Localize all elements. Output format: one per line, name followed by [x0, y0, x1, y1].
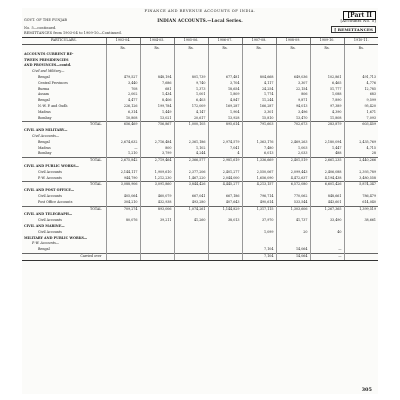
table-cell: 11,244 [242, 98, 276, 104]
table-cell: 166,287 [242, 104, 276, 110]
table-cell: 2,180,094 [310, 140, 344, 146]
table-cell: 40 [310, 230, 344, 236]
remittance-table [22, 37, 378, 261]
row-label: Bengal [38, 139, 50, 144]
table-cell: 848,194 [140, 75, 174, 81]
table-cell: 226,126 [106, 104, 140, 110]
page-title: FINANCE AND REVENUE ACCOUNTS OF INDIA. [144, 9, 256, 13]
table-cell: 6,465 [310, 81, 344, 87]
table-cell: 677,481 [208, 75, 242, 81]
table-cell: 15,810 [242, 116, 276, 122]
table-cell: 5,874,347 [344, 182, 378, 188]
table-cell: 895,614 [208, 122, 242, 128]
table-cell: 2,401,277 [208, 170, 242, 176]
column-header: 1910-11. [344, 38, 378, 44]
section-label: [ REMITTANCES [331, 26, 376, 33]
row-label: Bengal [38, 247, 50, 252]
table-cell: 683 [344, 92, 378, 98]
table-cell: 2,366,577 [174, 158, 208, 164]
table-cell: 13,021 [140, 116, 174, 122]
table-cell: 1,467,220 [174, 176, 208, 182]
table-cell: 614,040 [344, 200, 378, 206]
table-cell [106, 253, 140, 259]
table-cell: 681 [140, 87, 174, 93]
table-cell: 7,041 [208, 146, 242, 152]
row-label: CIVIL AND POST OFFICE— [24, 188, 75, 193]
table-cell: 479,527 [106, 75, 140, 81]
table-cell: 7,093 [344, 116, 378, 122]
row-label: Bombay [38, 115, 52, 120]
table-cell: 1,399,519 [344, 206, 378, 212]
unit-label: Rs. [174, 44, 208, 52]
table-cell: 20,617 [174, 116, 208, 122]
table-cell: 490,614 [242, 200, 276, 206]
table-cell: 3,440 [106, 81, 140, 87]
table-cell: 7,890 [310, 98, 344, 104]
table-cell: 460,079 [140, 194, 174, 200]
unit-label: Rs. [344, 44, 378, 52]
table-cell: 172,009 [174, 104, 208, 110]
table-cell: 4,472,637 [276, 176, 310, 182]
table-cell: 7,480 [242, 146, 276, 152]
table-cell: 1,904 [208, 110, 242, 116]
table-cell: 1,449 [140, 110, 174, 116]
table-cell: 1,447 [310, 146, 344, 152]
table-cell: 80,076 [106, 218, 140, 224]
table-cell: 800 [140, 146, 174, 152]
table-cell: 3,799 [140, 151, 174, 157]
table-cell: 4,244 [174, 151, 208, 157]
table-cell: 41,737 [276, 218, 310, 224]
table-cell: 33,490 [310, 218, 344, 224]
table-cell: 20 [276, 230, 310, 236]
table-cell: 1,363,176 [242, 140, 276, 146]
table-cell: 491,713 [344, 75, 378, 81]
unit-label: Rs. [208, 44, 242, 52]
table-cell: 2,401,519 [276, 158, 310, 164]
table-cell: 18,654 [208, 87, 242, 93]
table-cell: 2,044,000 [208, 176, 242, 182]
table-cell: 2,406,088 [310, 170, 344, 176]
table-cell: 1,317,115 [242, 206, 276, 212]
table-cell: 1,909,610 [140, 170, 174, 176]
period-label: REMITTANCES from 1903-04 to 1909-10—Continued. [24, 31, 122, 35]
table-cell: 199,784 [140, 104, 174, 110]
row-label: Madras [38, 145, 51, 150]
table-cell: 2,393,789 [344, 170, 378, 176]
table-cell: 1,336,669 [242, 158, 276, 164]
table-cell: 14,064 [276, 253, 310, 259]
row-label: ACCOUNTS CURRENT BE- [24, 51, 74, 56]
unit-label: Rs. [140, 44, 174, 52]
table-cell: 4,194,438 [310, 176, 344, 182]
page-number: 305 [361, 387, 372, 393]
table-cell: 432,938 [140, 200, 174, 206]
unit-label: Rs. [310, 44, 344, 52]
table-cell: 6,013 [242, 151, 276, 157]
row-label: Civil Accounts [38, 169, 62, 174]
table-cell [174, 253, 208, 259]
table-cell: 2,469,263 [276, 140, 310, 146]
column-header: 1909-10. [310, 38, 344, 44]
table-cell: 1,809 [208, 92, 242, 98]
table-cell: 13,470 [276, 116, 310, 122]
province-label: GOVT. OF THE PUNJAB [24, 18, 68, 22]
table-cell: 804,668 [242, 75, 276, 81]
table-cell: 7,104 [242, 247, 276, 253]
row-label: Assam [38, 92, 49, 97]
table-cell: 2,661,235 [310, 158, 344, 164]
table-cell: 2,550,067 [242, 170, 276, 176]
table-cell: 1,000,105 [174, 122, 208, 128]
table-cell: 6,572,080 [276, 182, 310, 188]
table-cell: 2,033 [276, 151, 310, 157]
table-cell: 3,088,906 [106, 182, 140, 188]
total-row [22, 253, 378, 259]
ledger-page [22, 8, 378, 394]
row-label: TOTAL [22, 158, 106, 164]
table-cell: 3,704 [208, 81, 242, 87]
row-label: AND PROVINCES—contd. [24, 63, 72, 68]
table-cell: 11,808 [310, 116, 344, 122]
table-cell: 2,719,464 [140, 158, 174, 164]
row-label: Civil Accounts [38, 218, 62, 223]
table-cell: 41,260 [174, 218, 208, 224]
table-cell: 1,774 [242, 92, 276, 98]
table-cell: 102,861 [310, 75, 344, 81]
table-cell: 8,406 [140, 98, 174, 104]
table-cell: 1,434 [140, 92, 174, 98]
row-label: P.-W. Accounts [38, 175, 62, 180]
column-header: PARTICULARS. [22, 38, 106, 44]
table-cell: 488 [310, 151, 344, 157]
table-cell: 1,074,261 [174, 206, 208, 212]
table-body [22, 44, 378, 259]
table-cell: 97,389 [310, 104, 344, 110]
table-cell: 796,714 [242, 194, 276, 200]
column-header: 1903-04. [106, 38, 140, 44]
table-cell: 22,154 [276, 87, 310, 93]
table-cell: 13,928 [208, 116, 242, 122]
table-cell: 3,496 [276, 110, 310, 116]
table-cell: 4,117 [242, 81, 276, 87]
row-label: Post Office Accounts [38, 199, 73, 204]
table-cell: 806 [276, 92, 310, 98]
row-label: Burma [38, 86, 50, 91]
unit-row [22, 44, 378, 52]
table-cell: 786,479 [344, 194, 378, 200]
row-label: Bengal [38, 74, 50, 79]
row-label: Civil and Military— [32, 69, 65, 74]
table-cell: 405,064 [106, 194, 140, 200]
table-cell: 702,673 [276, 122, 310, 128]
table-cell: 4,715 [344, 146, 378, 152]
row-label: CIVIL AND MARINE— [24, 223, 65, 228]
row-label: CIVIL AND PUBLIC WORKS— [24, 163, 79, 168]
table-cell: 656,469 [106, 122, 140, 128]
table-cell: 38,013 [208, 218, 242, 224]
table-cell: 2,440,266 [344, 158, 378, 164]
part-label: [Part II [343, 11, 376, 20]
table-cell: 6,403 [174, 98, 208, 104]
table-cell: 667,041 [174, 194, 208, 200]
table-cell: 1,210 [106, 151, 140, 157]
table-cell: 533,544 [276, 200, 310, 206]
table-cell: 4,477 [106, 98, 140, 104]
table-cell: 12,785 [344, 87, 378, 93]
row-label: Bombay [38, 151, 52, 156]
table-cell: 791,603 [242, 122, 276, 128]
column-header: 1904-05. [140, 38, 174, 44]
table-cell: 1,001 [174, 92, 208, 98]
table-cell: 944,790 [106, 176, 140, 182]
row-label: Civil Accounts [38, 193, 62, 198]
table-cell: 51,777 [310, 87, 344, 93]
table-cell: 1,303,606 [276, 206, 310, 212]
table-cell: 2,674,632 [106, 140, 140, 146]
row-label: CIVIL AND TELEGRAPH— [24, 212, 73, 217]
table-cell: 2,675,842 [106, 158, 140, 164]
table-cell: — [106, 146, 140, 152]
table-cell: 1,373 [174, 87, 208, 93]
table-cell: 28 [344, 151, 378, 157]
table-cell: 39,211 [140, 218, 174, 224]
annex-label: [Accounts No. 5] [340, 18, 376, 23]
row-label: CIVIL AND MILITARY— [24, 128, 68, 133]
table-cell: 2,361,186 [174, 140, 208, 146]
table-cell: 1,102 [174, 146, 208, 152]
row-label: P.-W. Accounts— [32, 241, 60, 246]
table-cell: 756,867 [140, 122, 174, 128]
table-cell: 1,212,230 [140, 176, 174, 182]
table-cell: 407,643 [208, 200, 242, 206]
table-cell: 95,420 [344, 104, 378, 110]
unit-label: Rs. [276, 44, 310, 52]
table-cell: 770,062 [276, 194, 310, 200]
table-cell: 4,390 [310, 110, 344, 116]
row-label: Civil Accounts— [32, 133, 60, 138]
table-cell: 38,661 [344, 218, 378, 224]
table-cell: 4,445,277 [208, 182, 242, 188]
table-cell: 603,459 [344, 122, 378, 128]
row-label: Central Provinces [38, 80, 68, 85]
table-cell: 6,314 [106, 110, 140, 116]
row-label: Civil Accounts [38, 229, 62, 234]
table-cell: 4,776 [344, 81, 378, 87]
unit-label: Rs. [106, 44, 140, 52]
table-cell: 2,435,769 [344, 140, 378, 146]
table-cell: 443,601 [310, 200, 344, 206]
row-label: Madras [38, 109, 51, 114]
table-cell: 1,671 [344, 110, 378, 116]
row-label: TWEEN PRESIDENCIES [24, 57, 69, 62]
table-cell: 2,002 [106, 92, 140, 98]
table-cell: 3,301 [242, 110, 276, 116]
unit-label: Rs. [242, 44, 276, 52]
table-cell: 1,003 [276, 146, 310, 152]
table-cell: 2,377,206 [174, 170, 208, 176]
column-header: 1905-06. [174, 38, 208, 44]
row-label: N.-W. P. and Oudh [38, 103, 68, 108]
table-cell: 2,716,484 [140, 140, 174, 146]
row-label: TOTAL [22, 206, 106, 212]
table-cell: 1,144,829 [208, 206, 242, 212]
table-cell [344, 253, 378, 259]
table-cell: 3,480,558 [344, 176, 378, 182]
table-cell: 493,280 [174, 200, 208, 206]
table-cell [140, 253, 174, 259]
table-cell: 9,599 [344, 98, 378, 104]
table-cell [208, 253, 242, 259]
table-cell: 2,099,443 [276, 170, 310, 176]
table-cell: 4 [208, 151, 242, 157]
table-cell: 283,879 [310, 122, 344, 128]
table-cell: 649,036 [276, 75, 310, 81]
table-cell: 2,144,117 [106, 170, 140, 176]
table-cell: 7,686 [140, 81, 174, 87]
column-header: 1907-08. [242, 38, 276, 44]
column-header: 1908-09. [276, 38, 310, 44]
table-cell: 3,844,426 [174, 182, 208, 188]
table-cell: 848,661 [310, 194, 344, 200]
table-cell: 3,307 [276, 81, 310, 87]
table-cell: 708 [106, 87, 140, 93]
table-cell: 14,064 [276, 247, 310, 253]
table-cell: 94,013 [276, 104, 310, 110]
table-cell: 2,974,579 [208, 140, 242, 146]
table-cell: 37,970 [242, 218, 276, 224]
table-cell: 4,147 [174, 110, 208, 116]
table-cell: 801,739 [174, 75, 208, 81]
table-cell: 24,254 [242, 87, 276, 93]
series-title: INDIAN ACCOUNTS.—Local Series. [157, 18, 243, 23]
table-cell: 10,808 [106, 116, 140, 122]
table-cell: 1,099 [242, 230, 276, 236]
table-cell: 9,871 [276, 98, 310, 104]
row-label: MILITARY AND PUBLIC WORKS— [24, 235, 88, 240]
table-cell: 2,981,619 [208, 158, 242, 164]
table-cell: 9,740 [174, 81, 208, 87]
table-cell: 667,186 [208, 194, 242, 200]
column-header: 1906-07. [208, 38, 242, 44]
table-cell: 1,267,365 [310, 206, 344, 212]
table-cell: — [310, 253, 344, 259]
row-label: TOTAL [22, 122, 106, 128]
table-cell: 6,601,426 [310, 182, 344, 188]
table-cell: 304,210 [106, 200, 140, 206]
row-label: Bengal [38, 98, 50, 103]
table-cell: 1,656,090 [242, 176, 276, 182]
table-cell: 4,213,157 [242, 182, 276, 188]
row-label: TOTAL [22, 182, 106, 188]
table-cell: 3,091,860 [140, 182, 174, 188]
table-cell: 709,274 [106, 206, 140, 212]
table-cell: 169,287 [208, 104, 242, 110]
table-cell: 7,104 [242, 253, 276, 259]
row-label: Carried over [22, 253, 106, 259]
table-cell: — [310, 247, 344, 253]
table-cell: 4,847 [208, 98, 242, 104]
table-cell: 893,006 [140, 206, 174, 212]
statement-number: No. 5—continued. [24, 26, 57, 30]
table-cell: 1,088 [310, 92, 344, 98]
